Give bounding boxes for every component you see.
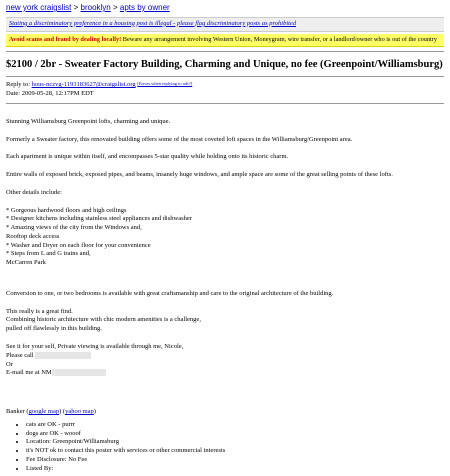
crumb-sep-1: > (73, 3, 79, 12)
discrimination-notice-link[interactable]: Stating a discriminatory preference in a housing post is illegal - please flag discriminatory posts as prohibited (9, 19, 297, 27)
find-line: pulled off flawlessly in this building. (6, 325, 102, 333)
scam-warning-banner (6, 34, 444, 48)
crumb-area[interactable]: brooklyn (80, 3, 111, 12)
reply-line (6, 81, 444, 90)
body-paragraph: Entire walls of exposed brick, exposed pipes, and beams, insanely huge windows, and ample space are some of the great selling points of these lofts. (6, 171, 393, 179)
title-divider (6, 76, 444, 77)
find-line: Combining historic architecture with chic modern amenities is a challenge, (6, 316, 201, 324)
redacted-email (52, 369, 106, 376)
attribute-item: • cats are OK - purrr (26, 421, 444, 430)
google-map-link[interactable]: google map (28, 408, 60, 416)
attribute-item: • Listed By: (26, 465, 444, 474)
contact-please: Please call (6, 351, 34, 359)
conversion-paragraph: Conversion to one, or two bedrooms is available with great craftsmanship and care to the original architecture of the building. (6, 289, 334, 297)
contact-or: Or (6, 360, 13, 368)
attribute-list (6, 421, 444, 474)
location-line: Banker (google map) (yahoo map) (6, 408, 96, 416)
yahoo-map-link[interactable]: yahoo map (65, 408, 94, 416)
redacted-phone (35, 352, 91, 359)
attribute-item: • Fee Disclosure: No Fee (26, 456, 444, 465)
post-meta (6, 81, 444, 99)
body-paragraph: Each apartment is unique within itself, and encompasses 5-star quality while holding onto its historic charm. (6, 153, 289, 161)
detail-line: * Amazing views of the city from the Windows and, (6, 224, 142, 232)
post-date: Date: 2009-05-28, 12:17PM EDT (6, 90, 94, 97)
detail-line: Rooftop deck access (6, 232, 60, 240)
find-paragraph (6, 308, 444, 334)
detail-line: * Steps from L and G trains and, (6, 250, 91, 258)
post-title: $2100 / 2br - Sweater Factory Building, Charming and Unique, no fee (Greenpoint/Williamsburg) (6, 59, 443, 71)
crumb-category[interactable]: apts by owner (119, 3, 170, 12)
breadcrumb (6, 3, 444, 14)
reply-label: Reply to: (6, 81, 31, 89)
location-name: Banker (6, 408, 25, 416)
post-body (6, 118, 444, 474)
crumb-sep-2: > (112, 3, 118, 12)
detail-line: * Washer and Dryer on each floor for your convenience (6, 241, 151, 249)
details-list (6, 207, 444, 268)
top-divider (6, 51, 444, 52)
attribute-item: • it's NOT ok to contact this poster with services or other commercial interests (26, 447, 444, 456)
detail-line: McCarren Park (6, 259, 46, 267)
body-paragraph: Stunning Williamsburg Greenpoint lofts, charming and unique. (6, 117, 171, 125)
attribute-item: • dogs are OK - wooof (26, 430, 444, 439)
contact-paragraph (6, 343, 444, 378)
reply-errors-link[interactable]: [Errors when replying to ads?] (137, 81, 193, 87)
body-paragraph: Other details include: (6, 188, 62, 196)
meta-divider (6, 103, 444, 104)
attribute-item: • Location: Greenpoint/Williamsburg (26, 438, 444, 447)
discrimination-notice (6, 17, 444, 32)
scam-warning-bold: Avoid scams and fraud by dealing locally! (9, 35, 122, 43)
find-line: This really is a great find. (6, 307, 73, 315)
reply-email-link[interactable]: hous-nczvg-1193183627@craigslist.org (31, 81, 136, 89)
scam-warning-text: Beware any arrangement involving Western Union, Moneygram, wire transfer, or a landlord/owner who is out of the country (121, 35, 438, 43)
contact-see: See it for your self, Private viewing is available through me, Nicole, (6, 343, 184, 351)
detail-line: * Gorgeous hardwood floors and high ceilings (6, 206, 127, 214)
crumb-city[interactable]: new york craigslist (6, 3, 72, 12)
body-paragraph: Formerly a Sweater factory, this renovated building offers some of the most coveted loft spaces in the Williamsburg/Greenpoint area. (6, 135, 353, 143)
contact-email: E-mail me at NM (6, 369, 52, 377)
detail-line: * Designer kitchens including stainless steel appliances and dishwasher (6, 215, 192, 223)
